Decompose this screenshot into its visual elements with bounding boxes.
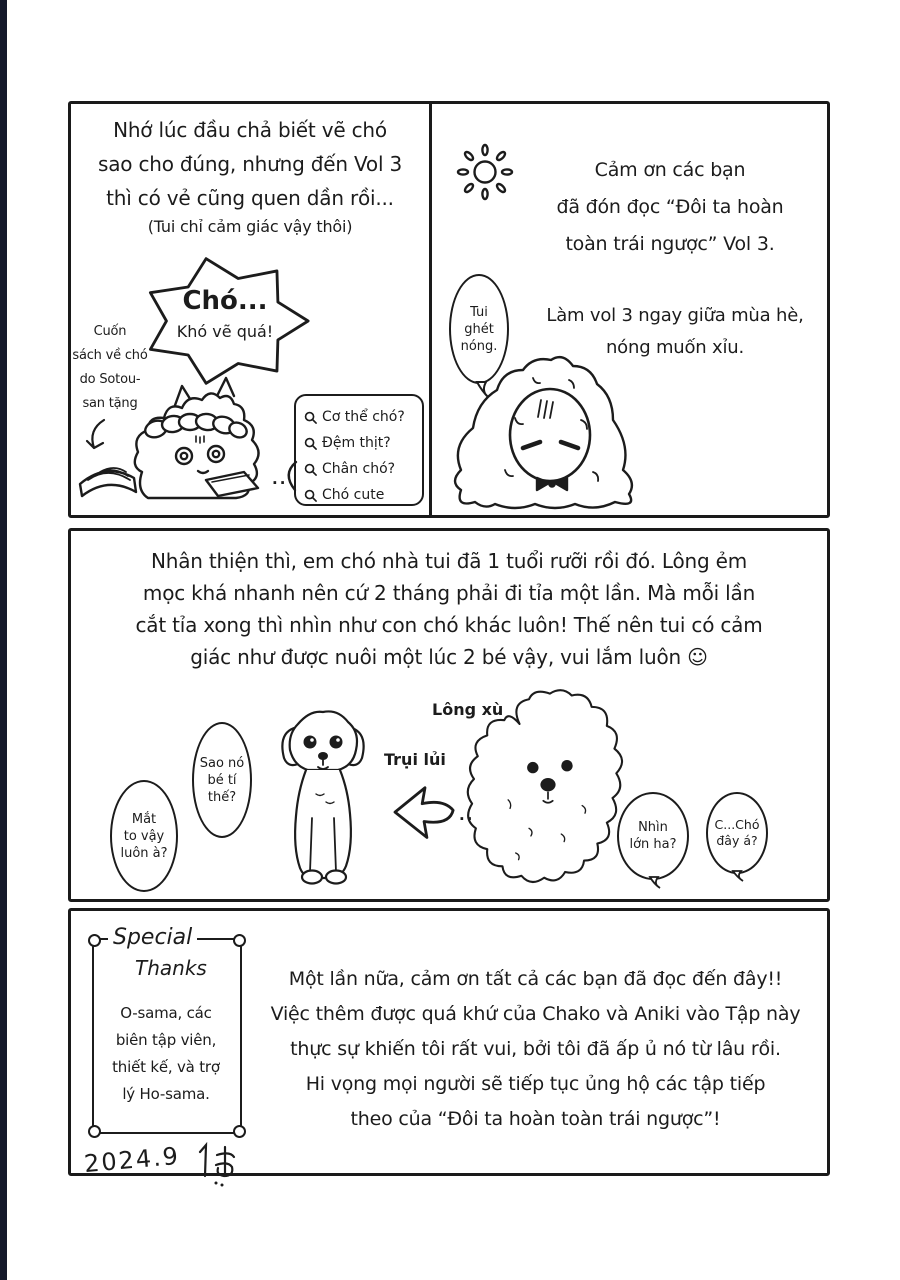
special-thanks-title-bottom: Thanks (130, 956, 212, 980)
search-query: Cơ thể chó? (322, 409, 405, 425)
search-query: Chân chó? (322, 461, 396, 477)
search-icon (304, 411, 317, 424)
search-query: Đệm thịt? (322, 435, 391, 451)
intro-line: Nhớ lúc đầu chả biết vẽ chó (113, 118, 387, 142)
search-icon (304, 489, 317, 502)
date-text: 2024.9 (82, 1141, 182, 1179)
speech-bubble-small-dog: Sao nó bé tí thế? (192, 722, 252, 838)
hate-heat-speech-bubble: Tui ghét nóng. (449, 274, 509, 384)
sun-doodle-icon (455, 143, 515, 201)
closing-message: Một lần nữa, cảm ơn tất cả các bạn đã đọc đến đây!! Việc thêm được quá khứ của Chako và Aniki vào Tập này thực sự khiến tôi rất vui, bởi tôi đã ấp ủ nó từ lâu rồi. Hi vọng mọi người sẽ tiếp tục ủng hộ các tập tiếp theo của “Đôi ta hoàn toàn trái ngược”! (270, 968, 801, 1130)
summer-text: Làm vol 3 ngay giữa mùa hè, nóng muốn xỉu. (546, 305, 804, 358)
search-row (304, 404, 416, 430)
label-trimmed: Trụi lủi (384, 750, 446, 769)
corner-loop-icon (88, 1125, 101, 1138)
thanks-text: Cảm ơn các bạn đã đón đọc “Đôi ta hoàn toàn trái ngược” Vol 3. (556, 159, 784, 255)
ellipsis-dots: .. (459, 806, 475, 824)
author-signature (192, 1138, 238, 1190)
search-row (304, 482, 416, 508)
label-fluffy: Lông xù (432, 700, 504, 719)
speech-bubble-tail (648, 876, 662, 890)
search-bubble-tail (280, 460, 298, 492)
speech-bubble-big-eyes: Mắt to vậy luôn à? (110, 780, 178, 892)
page-left-edge (0, 0, 7, 1280)
trimmed-dog-drawing (268, 706, 373, 888)
search-row (304, 430, 416, 456)
speech-bubble-tail (474, 381, 490, 399)
speech-bubble-looks-big: Nhìn lớn ha? (617, 792, 689, 880)
arrow-left-icon (391, 784, 459, 844)
margin-note: Cuốn sách về chó do Sotou- san tặng (72, 324, 148, 411)
middle-paragraph: Nhân thiện thì, em chó nhà tui đã 1 tuổi rưỡi rồi đó. Lông ẻm mọc khá nhanh nên cứ 2 tháng phải đi tỉa một lần. Mà mỗi lần cắt tỉa xong thì nhìn như con chó khác luôn! Thế nên tui có cảm giác như được nuôi một lúc 2 bé vậy, vui lắm luôn ☺ (135, 549, 763, 669)
intro-note: (Tui chỉ cảm giác vậy thôi) (147, 217, 353, 236)
search-query: Chó cute (322, 487, 385, 503)
burst-shape-icon (140, 252, 310, 390)
intro-line: sao cho đúng, nhưng đến Vol 3 (98, 152, 402, 176)
speech-bubble-tail (731, 870, 745, 883)
special-thanks-box (92, 925, 242, 1134)
burst-title: Chó... (182, 286, 268, 316)
burst-speech-bubble (140, 252, 310, 390)
special-thanks-body: O-sama, các biên tập viên, thiết kế, và trợ lý Ho-sama. (112, 1004, 220, 1103)
burst-subtitle: Khó vẽ quá! (176, 322, 274, 341)
ellipsis-dots: .. (272, 470, 288, 488)
intro-text (80, 113, 420, 215)
special-thanks-title-top: Special (108, 925, 197, 950)
corner-loop-icon (233, 1125, 246, 1138)
intro-line: thì có vẻ cũng quen dần rồi... (106, 186, 394, 210)
speech-bubble-is-that-dog: C...Chó đây á? (706, 792, 768, 874)
search-icon (304, 437, 317, 450)
corner-loop-icon (88, 934, 101, 947)
search-row (304, 456, 416, 482)
corner-loop-icon (233, 934, 246, 947)
search-list-bubble (294, 394, 424, 506)
search-icon (304, 463, 317, 476)
panel-top-divider (429, 104, 432, 515)
